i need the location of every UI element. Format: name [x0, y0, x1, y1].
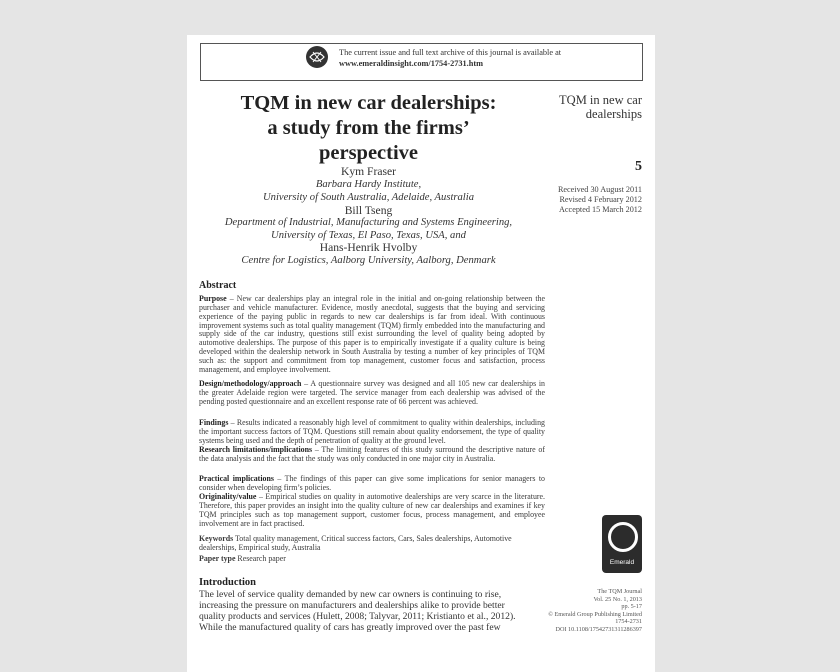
author-name: Hans-Henrik Hvolby	[319, 241, 418, 254]
article-page	[187, 35, 655, 672]
title-line: perspective	[318, 142, 419, 164]
title-line: TQM in new car dealerships:	[240, 92, 497, 114]
emerald-logo	[602, 515, 642, 573]
page-range: pp. 5-17	[621, 603, 642, 611]
section-label: Design/methodology/approach	[199, 379, 302, 388]
copyright: © Emerald Group Publishing Limited	[548, 610, 642, 618]
abstract-purpose	[199, 295, 545, 375]
paper-type	[199, 555, 545, 564]
page-number: 5	[635, 159, 642, 174]
section-label: Purpose	[199, 294, 227, 303]
abstract-findings	[199, 419, 545, 446]
paper-type-text: Research paper	[235, 554, 286, 563]
affiliation-line: Department of Industrial, Manufacturing and Systems Engineering,	[224, 217, 513, 228]
journal-name: The TQM Journal	[597, 588, 642, 595]
section-label: Findings	[199, 418, 229, 427]
author-name: Bill Tseng	[344, 204, 393, 217]
paper-type-label: Paper type	[199, 554, 236, 563]
introduction-heading: Introduction	[199, 577, 256, 588]
emerald-ring-icon	[608, 522, 638, 552]
section-text: – Results indicated a reasonably high level of commitment to quality within dealerships, including the important success factors of TQM. Questions still remain about quality endorsement, the type of quality systems being used and the depth of penetration of quality at the ground level.	[199, 418, 545, 445]
emerald-globe-icon	[305, 45, 329, 69]
keywords-text: Total quality management, Critical success factors, Cars, Sales dealerships, Automotive dealerships, Empirical study, Australia	[199, 534, 512, 552]
doi[interactable]: DOI 10.1108/17542731311286397	[555, 625, 642, 633]
emerald-logo-text: Emerald	[609, 559, 635, 566]
affiliation-line: University of South Australia, Adelaide, Australia	[263, 191, 474, 203]
abstract-heading: Abstract	[199, 280, 237, 291]
abstract-originality	[199, 493, 545, 528]
running-head	[532, 93, 642, 121]
received-date: Received 30 August 2011	[557, 185, 642, 194]
section-text: – A questionnaire survey was designed and all 105 new car dealerships in the greater Adelaide region were targeted. The service manager from each dealership was advised of the pending posted questionnaire and an excellent response rate of 66 percent was achieved.	[199, 379, 545, 406]
keywords	[199, 535, 545, 553]
intro-line: The level of service quality demanded by new car owners is continuing to rise,	[199, 589, 502, 600]
notice-url[interactable]: www.emeraldinsight.com/1754-2731.htm	[339, 59, 484, 68]
section-text: – New car dealerships play an integral role in the initial and on-going relationship between the purchaser and vehicle manufacturer. Evidence, mostly anecdotal, suggests that the buying and servicing experience of the paying public in regards to new car dealerships is far from ideal. With continuous improvement systems such as total quality management (TQM) firmly embedded into the manufacturing and supply side of the car industry, questions still exist surrounding the level of quality being adopted by automotive dealerships. The purpose of this paper is to empirically investigate if a quality culture is being developed within the dealership network in South Australia by testing a number of key principles of TQM such as: the support and commitment from top management, customer focus and satisfaction, process management, and employee involvement.	[199, 294, 545, 374]
section-text: – Empirical studies on quality in automotive dealerships are very scarce in the literature. Therefore, this paper provides an insight into the quality culture of new car dealerships and examines if key TQM principles such as top management support, customer focus, process management, and employee involvement are in fact practised.	[199, 492, 545, 528]
abstract-practical	[199, 475, 545, 493]
keywords-label: Keywords	[199, 534, 234, 543]
intro-line: increasing the pressure on manufacturers and dealerships alike to provide better	[199, 600, 505, 611]
article-title	[197, 91, 540, 166]
running-head-line: dealerships	[585, 107, 642, 121]
section-text: – The limiting features of this study surround the descriptive nature of the data analysis and the fact that the study was only conducted in one major city in Australia.	[199, 445, 545, 463]
author-name: Kym Fraser	[340, 165, 397, 178]
volume-info: Vol. 25 No. 1, 2013	[593, 595, 642, 603]
title-line: a study from the firms’	[267, 117, 470, 139]
intro-line: While the manufactured quality of cars has greatly improved over the past few	[199, 622, 501, 633]
revised-date: Revised 4 February 2012	[559, 194, 642, 204]
accepted-date: Accepted 15 March 2012	[559, 204, 642, 214]
notice-line-1: The current issue and full text archive of this journal is available at	[339, 48, 562, 57]
author-affiliation	[197, 255, 540, 268]
abstract-design	[199, 380, 545, 407]
abstract-limitations	[199, 446, 545, 464]
publication-info	[537, 588, 642, 634]
section-label: Originality/value	[199, 492, 257, 501]
affiliation-line: University of Texas, El Paso, Texas, USA, and	[271, 229, 466, 241]
section-label: Practical implications	[199, 474, 274, 483]
affiliation-line: Centre for Logistics, Aalborg University, Aalborg, Denmark	[241, 255, 496, 266]
affiliation-line: Barbara Hardy Institute,	[315, 179, 422, 190]
running-head-line: TQM in new car	[559, 93, 642, 107]
article-dates	[527, 185, 642, 214]
author-affiliation	[197, 179, 540, 204]
section-label: Research limitations/implications	[199, 445, 313, 454]
issn: 1754-2731	[615, 618, 642, 626]
section-text: – The findings of this paper can give some implications for senior managers to consider when developing firm’s policies.	[199, 474, 545, 492]
intro-line: quality products and services (Hulett, 2008; Talyvar, 2011; Kristianto et al., 2012).	[199, 611, 516, 622]
author-affiliation	[197, 217, 540, 242]
